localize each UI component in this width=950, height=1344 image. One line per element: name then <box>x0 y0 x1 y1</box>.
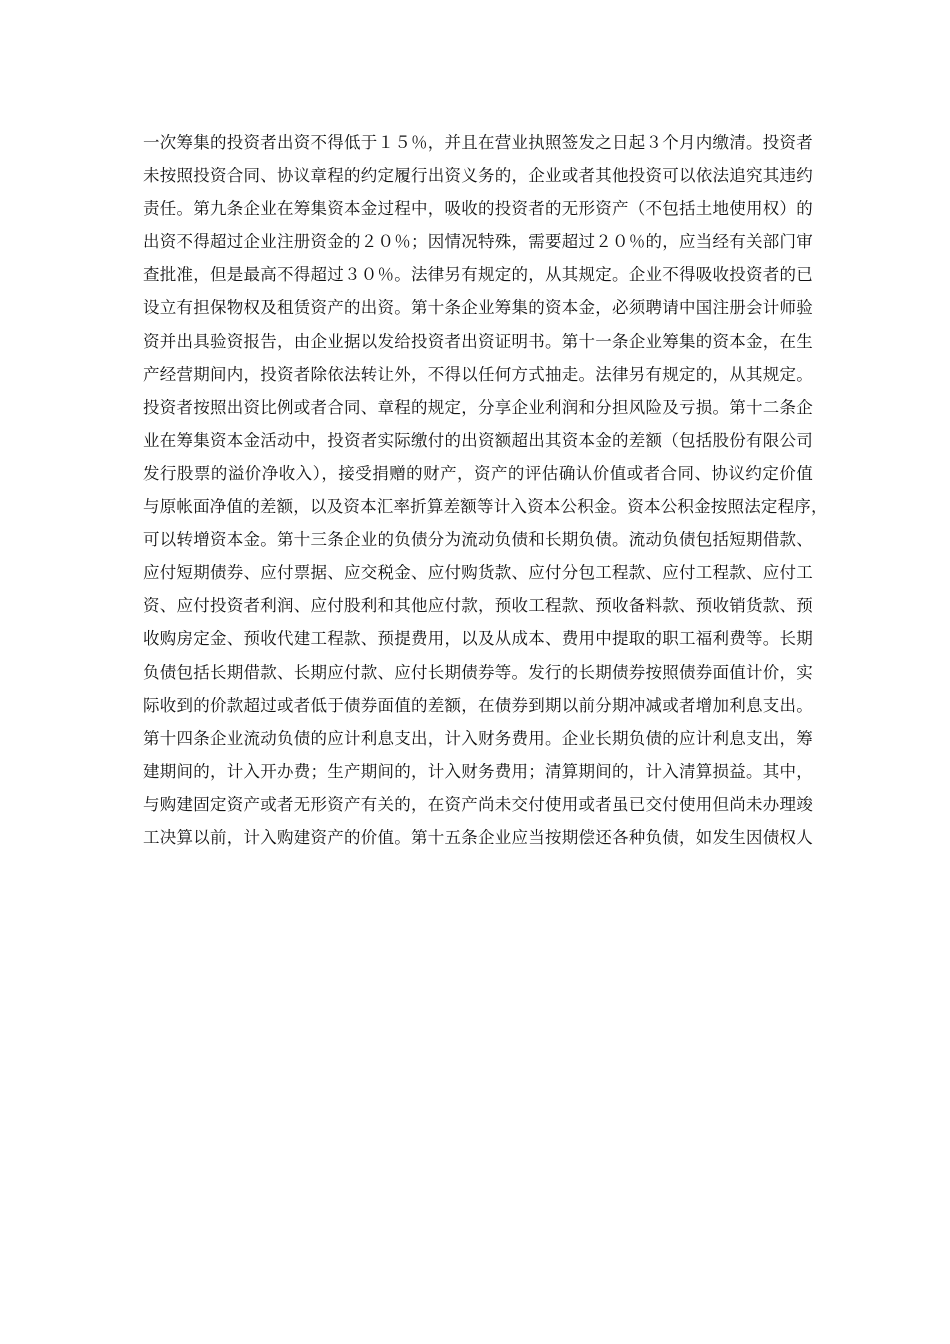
text-line: 第十四条企业流动负债的应计利息支出，计入财务费用。企业长期负债的应计利息支出，筹 <box>143 728 813 748</box>
text-line: 应付短期债券、应付票据、应交税金、应付购货款、应付分包工程款、应付工程款、应付工 <box>143 563 813 583</box>
body-text <box>143 126 828 854</box>
text-line: 投资者按照出资比例或者合同、章程的规定，分享企业利润和分担风险及亏损。第十二条企 <box>143 397 813 417</box>
text-line: 资并出具验资报告，由企业据以发给投资者出资证明书。第十一条企业筹集的资本金，在生 <box>143 331 813 351</box>
text-line: 一次筹集的投资者出资不得低于１５％，并且在营业执照签发之日起３个月内缴清。投资者 <box>143 133 813 152</box>
text-line: 业在筹集资本金活动中，投资者实际缴付的出资额超出其资本金的差额（包括股份有限公司 <box>143 430 813 450</box>
text-line: 责任。第九条企业在筹集资本金过程中，吸收的投资者的无形资产（不包括土地使用权）的 <box>143 199 813 219</box>
text-line: 发行股票的溢价净收入），接受捐赠的财产，资产的评估确认价值或者合同、协议约定价值 <box>143 463 813 483</box>
text-line: 资、应付投资者利润、应付股利和其他应付款，预收工程款、预收备料款、预收销货款、预 <box>143 596 813 616</box>
text-line: 负债包括长期借款、长期应付款、应付长期债券等。发行的长期债券按照债券面值计价，实 <box>143 662 813 682</box>
text-line: 工决算以前，计入购建资产的价值。第十五条企业应当按期偿还各种负债，如发生因债权人 <box>143 827 813 847</box>
text-line: 设立有担保物权及租赁资产的出资。第十条企业筹集的资本金，必须聘请中国注册会计师验 <box>143 298 813 318</box>
text-line: 出资不得超过企业注册资金的２０％；因情况特殊，需要超过２０％的，应当经有关部门审 <box>143 232 813 252</box>
text-line: 收购房定金、预收代建工程款、预提费用，以及从成本、费用中提取的职工福利费等。长期 <box>143 629 813 649</box>
text-line: 建期间的，计入开办费；生产期间的，计入财务费用；清算期间的，计入清算损益。其中， <box>143 761 813 781</box>
text-line: 未按照投资合同、协议章程的约定履行出资义务的，企业或者其他投资可以依法追究其违约 <box>143 166 813 186</box>
text-line: 与购建固定资产或者无形资产有关的，在资产尚未交付使用或者虽已交付使用但尚未办理竣 <box>143 794 813 814</box>
text-line: 可以转增资本金。第十三条企业的负债分为流动负债和长期负债。流动负债包括短期借款、 <box>143 530 813 550</box>
text-line: 查批准，但是最高不得超过３０％。法律另有规定的，从其规定。企业不得吸收投资者的已 <box>143 265 813 285</box>
text-line: 与原帐面净值的差额，以及资本汇率折算差额等计入资本公积金。资本公积金按照法定程序， <box>143 497 828 517</box>
text-line: 产经营期间内，投资者除依法转让外，不得以任何方式抽走。法律另有规定的，从其规定。 <box>143 364 813 384</box>
text-line: 际收到的价款超过或者低于债券面值的差额，在债券到期以前分期冲减或者增加利息支出。 <box>143 695 813 715</box>
